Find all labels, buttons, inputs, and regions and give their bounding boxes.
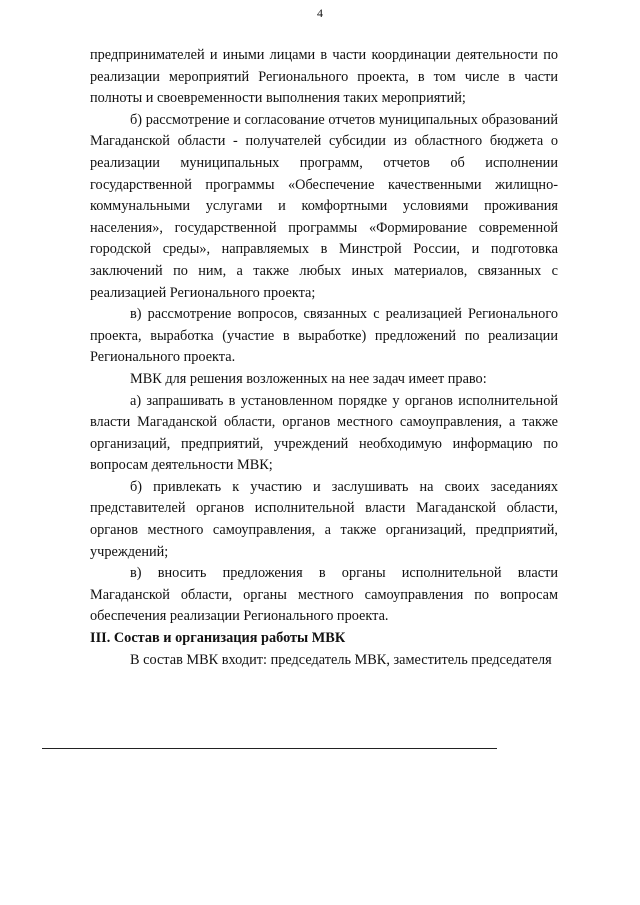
paragraph-coordination-continued: предпринимателей и иными лицами в части координации деятельности по реализации мероприятий Регионального проекта, в том числе в части полноты и своевременности выполнения таких мероприятий; [90, 47, 558, 107]
footer-divider [42, 748, 497, 749]
paragraph-item-v-issues: в) рассмотрение вопросов, связанных с реализацией Регионального проекта, выработка (участие в выработке) предложений по реализации Регионального проекта. [90, 306, 558, 366]
paragraph-composition: В состав МВК входит: председатель МВК, заместитель председателя [130, 651, 552, 668]
paragraph-right-v-proposals: в) вносить предложения в органы исполнительной власти Магаданской области, органы местного самоуправления по вопросам обеспечения реализации Регионального проекта. [90, 565, 558, 625]
paragraph-right-a-request: а) запрашивать в установленном порядке у органов исполнительной власти Магаданской области, органов местного самоуправления, а также организаций, предприятий, учреждений необходимую информацию по вопросам деятельности МВК; [90, 392, 558, 474]
section-heading: III. Состав и организация работы МВК [90, 630, 346, 647]
paragraph-rights-intro: МВК для решения возложенных на нее задач имеет право: [130, 370, 487, 387]
paragraph-right-b-involve: б) привлекать к участию и заслушивать на своих заседаниях представителей органов исполнительной власти Магаданской области, органов местного самоуправления, а также организаций, предприятий, учреждений; [90, 478, 558, 560]
paragraph-item-b-reports: б) рассмотрение и согласование отчетов муниципальных образований Магаданской области - получателей субсидии из областного бюджета о реализации муниципальных программ, отчетов об исполнении государственной программы «Обеспечение качественными жилищно-коммунальными услугами и комфортными условиями проживания населения», государственной программы «Формирование современной городской среды», направляемых в Минстрой России, и подготовка заключений по ним, а также любых иных материалов, связанных с реализацией Регионального проекта; [90, 111, 558, 301]
document-body [90, 45, 558, 671]
page-number: 4 [317, 6, 323, 20]
